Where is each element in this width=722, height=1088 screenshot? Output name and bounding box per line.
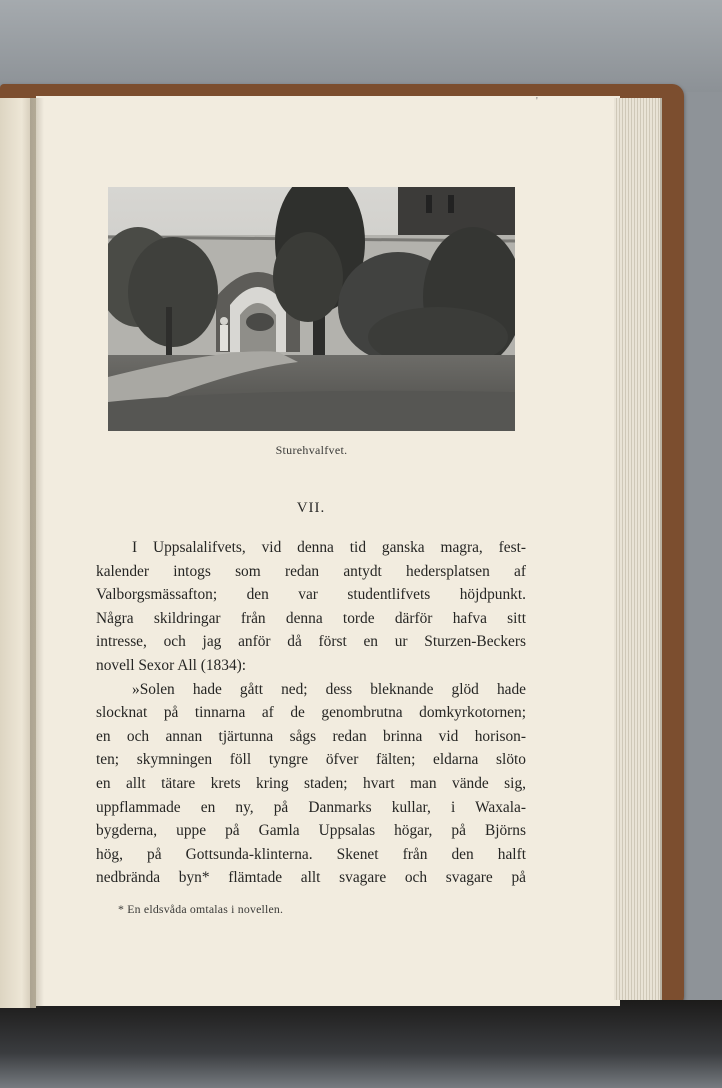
text-line: Valborgsmässafton; den var studentlifvets höjdpunkt. — [96, 586, 526, 604]
text-line: I Uppsalalifvets, vid denna tid ganska magra, fest- — [132, 539, 526, 556]
body-text — [96, 536, 526, 890]
text-line: novell Sexor All (1834): — [96, 656, 247, 674]
text-line: ten; skymningen föll tyngre öfver fälten; eldarna slöto — [96, 751, 526, 769]
footnote: * En eldsvåda omtalas i novellen. — [118, 902, 284, 916]
text-line: slocknat på tinnarna af de genombrutna domkyrkotornen; — [96, 704, 526, 722]
chapter-heading: VII. — [296, 500, 326, 516]
text-line: Några skildringar från denna torde därför hafva sitt — [96, 609, 526, 627]
background-top — [0, 0, 722, 92]
photo-archway — [108, 187, 515, 431]
text-line: bygderna, uppe på Gamla Uppsalas högar, på Björns — [96, 822, 526, 840]
text-line: intresse, och jag anför då först en ur Sturzen-Beckers — [96, 633, 526, 651]
text-line: en och annan tjärtunna sågs redan brinna vid horison- — [96, 727, 526, 745]
text-line: hög, på Gottsunda-klinterna. Skenet från den halft — [96, 845, 526, 863]
text-line: en allt tätare krets kring staden; hvart man vände sig, — [96, 774, 526, 792]
page-gutter — [30, 98, 44, 1008]
table-shadow — [0, 1000, 722, 1088]
text-line: nedbrända byn* flämtade allt svagare och svagare på — [96, 869, 526, 887]
text-line: kalender intogs som redan antydt hedersplatsen af — [96, 562, 526, 580]
corner-mark: ' — [536, 96, 538, 107]
text-line: uppflammade en ny, på Danmarks kullar, i Waxala- — [96, 798, 526, 816]
page-block-edges — [614, 98, 662, 1000]
photo-caption: Sturehvalfvet. — [275, 443, 348, 457]
text-line: »Solen hade gått ned; dess bleknande glöd hade — [132, 680, 526, 698]
